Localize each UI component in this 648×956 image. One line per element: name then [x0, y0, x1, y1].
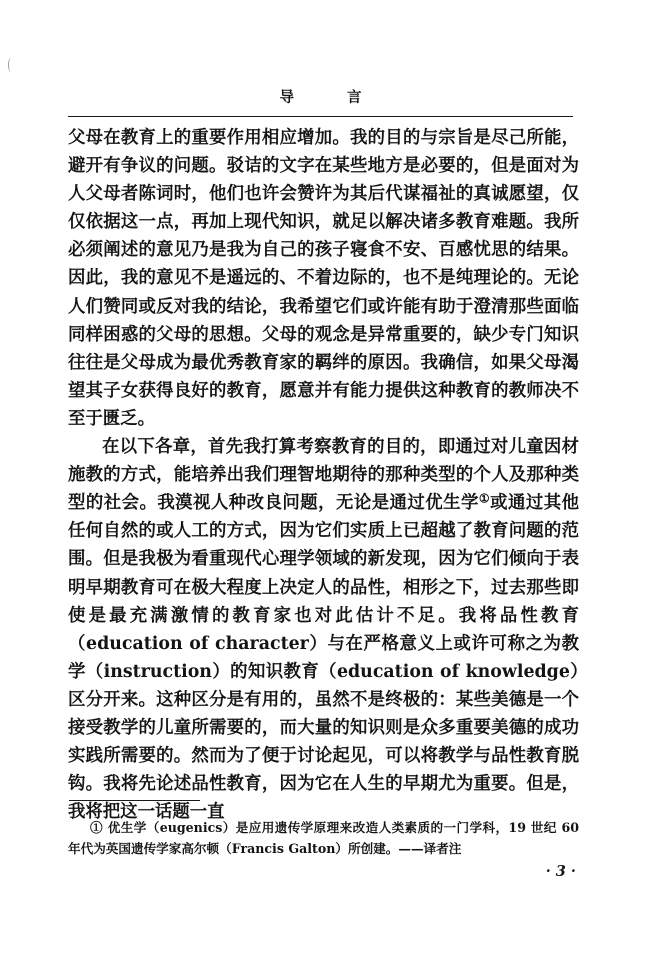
- paragraph-2-text-b: 或通过其他任何自然的或人工的方式，因为它们实质上已超越了教育问题的范围。但是我极为看重现代心理学领域的新发现，因为它们倾向于表明早期教育可在极大程度上决定人的品性，相形之下，过去那些即使是最充满激情的教育家也对此估计不足。我将品性教育（education of character）与在严格意义上或许可称之为教学（instruction）的知识教育（education of knowledge）区分开来。这种区分是有用的，虽然不是终极的：某些美德是一个接受教学的儿童所需要的，而大量的知识则是众多重要美德的成功实践所需要的。然而为了便于讨论起见，可以将教学与品性教育脱钩。我将先论述品性教育，因为它在人生的早期尤为重要。但是，我将把这一话题一直: [68, 493, 579, 823]
- footnote-rule: [69, 800, 200, 801]
- paragraph-1: 父母在教育上的重要作用相应增加。我的目的与宗旨是尽己所能，避开有争议的问题。驳诘的文字在某些地方是必要的，但是面对为人父母者陈词时，他们也许会赞许为其后代谋福祉的真诚愿望，仅仅依据这一点，再加上现代知识，就足以解决诸多教育难题。我所必须阐述的意见乃是我为自己的孩子寝食不安、百感忧思的结果。因此，我的意见不是遥远的、不着边际的，也不是纯理论的。无论人们赞同或反对我的结论，我希望它们或许能有助于澄清那些面临同样困惑的父母的思想。父母的观念是异常重要的，缺少专门知识往往是父母成为最优秀教育家的羁绊的原因。我确信，如果父母渴望其子女获得良好的教育，愿意并有能力提供这种教育的教师决不至于匮乏。: [68, 128, 579, 429]
- scan-margin-mark: [8, 58, 14, 72]
- header-rule: [68, 116, 573, 117]
- body-text: [68, 124, 579, 826]
- paragraph-2-text-a: 在以下各章，首先我打算考察教育的目的，即通过对儿童因材施教的方式，能培养出我们理智地期待的那种类型的个人及那种类型的社会。我漠视人种改良问题，无论是通过优生学: [68, 437, 579, 514]
- page-number: · 3 ·: [545, 863, 576, 880]
- running-head: 导 言: [279, 90, 386, 106]
- paragraph-2: [68, 433, 579, 826]
- page-header: [68, 88, 573, 118]
- footnote: ① 优生学（eugenics）是应用遗传学原理来改造人类素质的一门学科，19 世纪 60 年代为英国遗传学家高尔顿（Francis Galton）所创建。——译者注: [68, 820, 579, 856]
- footnote-reference: ①: [478, 491, 491, 506]
